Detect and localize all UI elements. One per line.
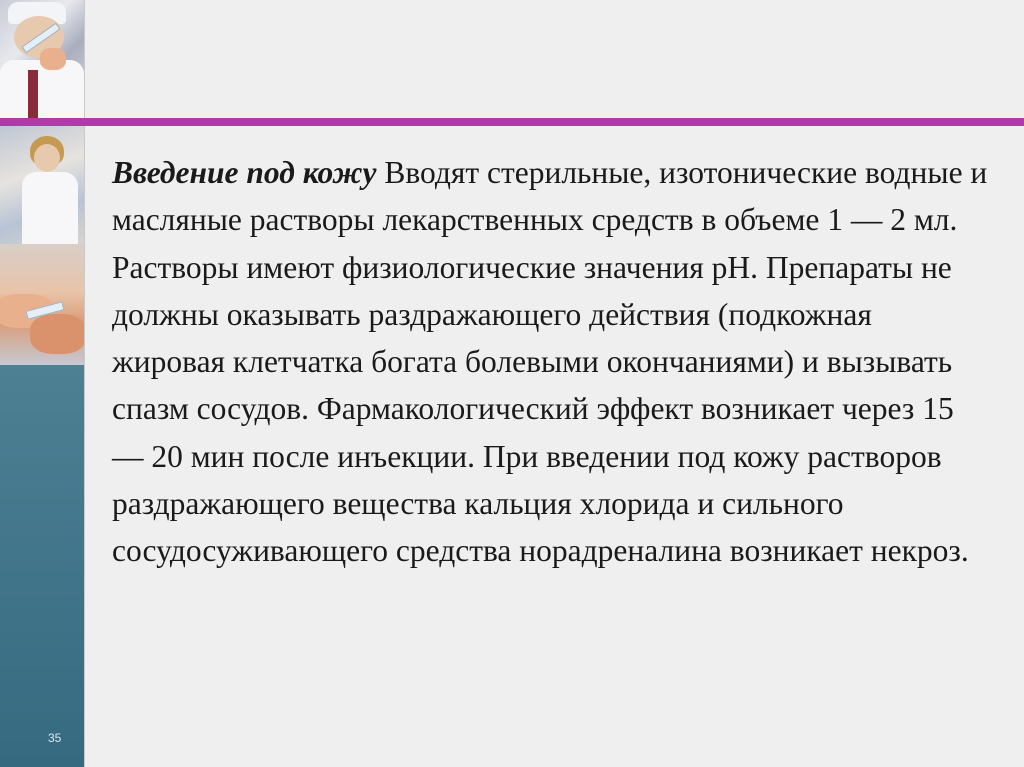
vertical-divider xyxy=(84,0,85,767)
body-text: Вводят стерильные, изотонические водные и масляные растворы лекарственных средств в объеме 1 — 2 мл. Растворы имеют физиологические значения рН. Препараты не должны оказывать раздражающего действия (подкожная жировая клетчатка богата болевыми окончаниями) и вызывать спазм сосудов. Фармакологический эффект возникает через 15 — 20 мин после инъекции. При введении под кожу растворов раздражающего вещества кальция хлорида и сильного сосудосуживающего средства норадреналина возникает некроз. xyxy=(112,155,988,569)
injection-hands-photo xyxy=(0,244,84,365)
accent-rule xyxy=(0,118,1024,126)
slide-body xyxy=(112,149,992,575)
lab-coat-icon xyxy=(22,172,78,244)
doctor-with-syringe-photo xyxy=(0,0,84,118)
arm-icon xyxy=(30,314,84,354)
tie-icon xyxy=(28,70,38,118)
lab-coat-icon xyxy=(0,60,84,118)
page-number: 35 xyxy=(48,731,62,745)
hand-icon xyxy=(40,48,66,70)
photo-strip xyxy=(0,0,84,365)
side-panel xyxy=(0,365,84,767)
nurse-photo xyxy=(0,126,84,244)
lead-term: Введение под кожу xyxy=(112,155,377,190)
face-icon xyxy=(34,144,60,172)
